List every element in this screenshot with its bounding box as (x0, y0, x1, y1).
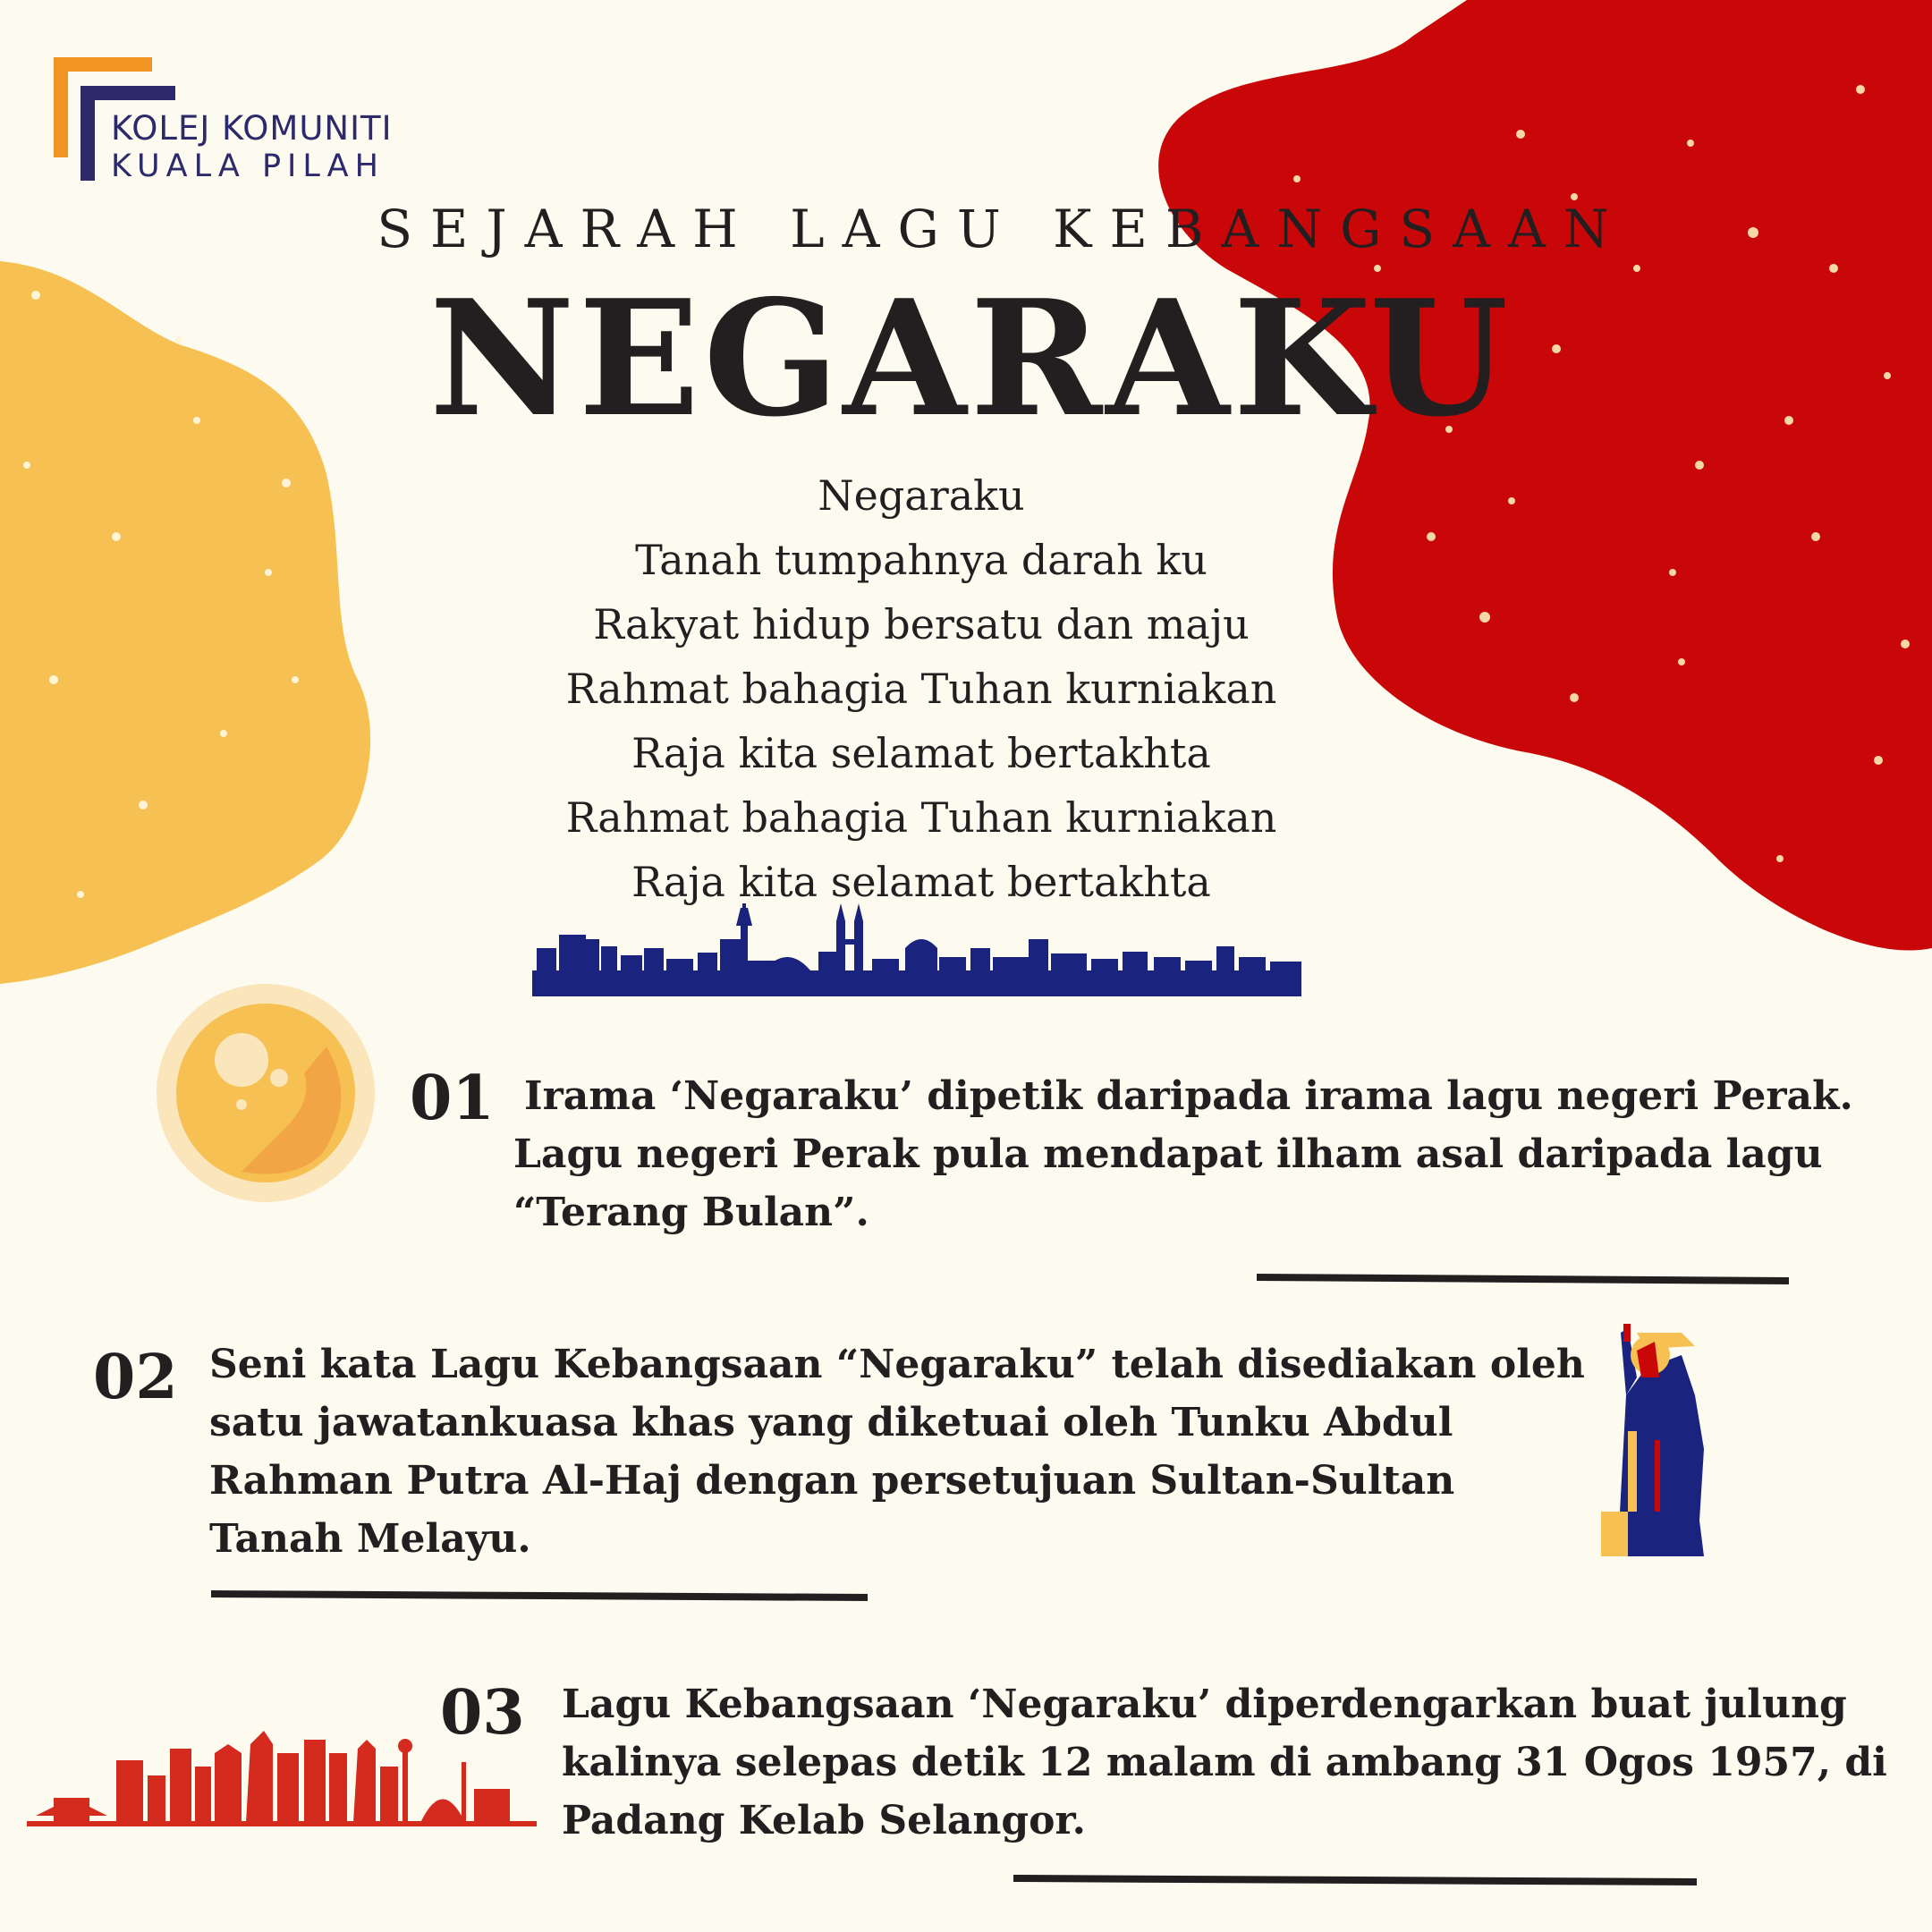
logo-line-1: KOLEJ KOMUNITI (111, 109, 393, 148)
fact-line: “Terang Bulan”. (513, 1190, 869, 1235)
fact-line: kalinya selepas detik 12 malam di ambang 31 Ogos 1957, di (562, 1740, 1887, 1785)
logo-line-2: KUALA PILAH (111, 148, 385, 184)
fact-number-01: 01 (410, 1063, 495, 1134)
lyric-line: Tanah tumpahnya darah ku (635, 536, 1208, 584)
kuala-lumpur-skyline-icon (532, 903, 1301, 996)
divider-2 (211, 1590, 868, 1601)
lyric-line: Raja kita selamat bertakhta (631, 729, 1211, 777)
lyric-line: Rahmat bahagia Tuhan kurniakan (565, 793, 1277, 842)
fact-line: Lagu Kebangsaan ‘Negaraku’ diperdengarkan buat julung (562, 1682, 1847, 1727)
lyric-line: Raja kita selamat bertakhta (631, 858, 1211, 906)
fact-line: Rahman Putra Al-Haj dengan persetujuan Sultan-Sultan (209, 1458, 1455, 1504)
fact-text-03 (562, 1675, 1887, 1850)
lyric-line: Negaraku (818, 471, 1025, 520)
fact-text-02 (209, 1335, 1585, 1568)
full-moon-icon (157, 984, 375, 1202)
fact-line: Tanah Melayu. (209, 1516, 531, 1562)
fact-line: Irama ‘Negaraku’ dipetik daripada irama lagu negeri Perak. (524, 1073, 1853, 1119)
saluting-soldier-icon (1601, 1324, 1704, 1556)
page-kicker: SEJARAH LAGU KEBANGSAAN (377, 199, 1627, 259)
fact-number-03: 03 (440, 1677, 525, 1749)
fact-number-02: 02 (93, 1342, 178, 1413)
page-title: NEGARAKU (428, 265, 1513, 452)
fact-line: Padang Kelab Selangor. (562, 1798, 1086, 1843)
fact-line: Lagu negeri Perak pula mendapat ilham asal daripada lagu (513, 1131, 1823, 1177)
fact-line: satu jawatankuasa khas yang diketuai oleh Tunku Abdul (209, 1400, 1453, 1445)
divider-3 (1013, 1875, 1697, 1885)
lyric-line: Rahmat bahagia Tuhan kurniakan (565, 665, 1277, 713)
lyrics-block (385, 463, 1458, 914)
divider-1 (1257, 1274, 1789, 1284)
fact-text-01 (513, 1067, 1853, 1241)
fact-line: Seni kata Lagu Kebangsaan “Negaraku” telah disediakan oleh (209, 1342, 1585, 1387)
lyric-line: Rakyat hidup bersatu dan maju (593, 600, 1250, 648)
